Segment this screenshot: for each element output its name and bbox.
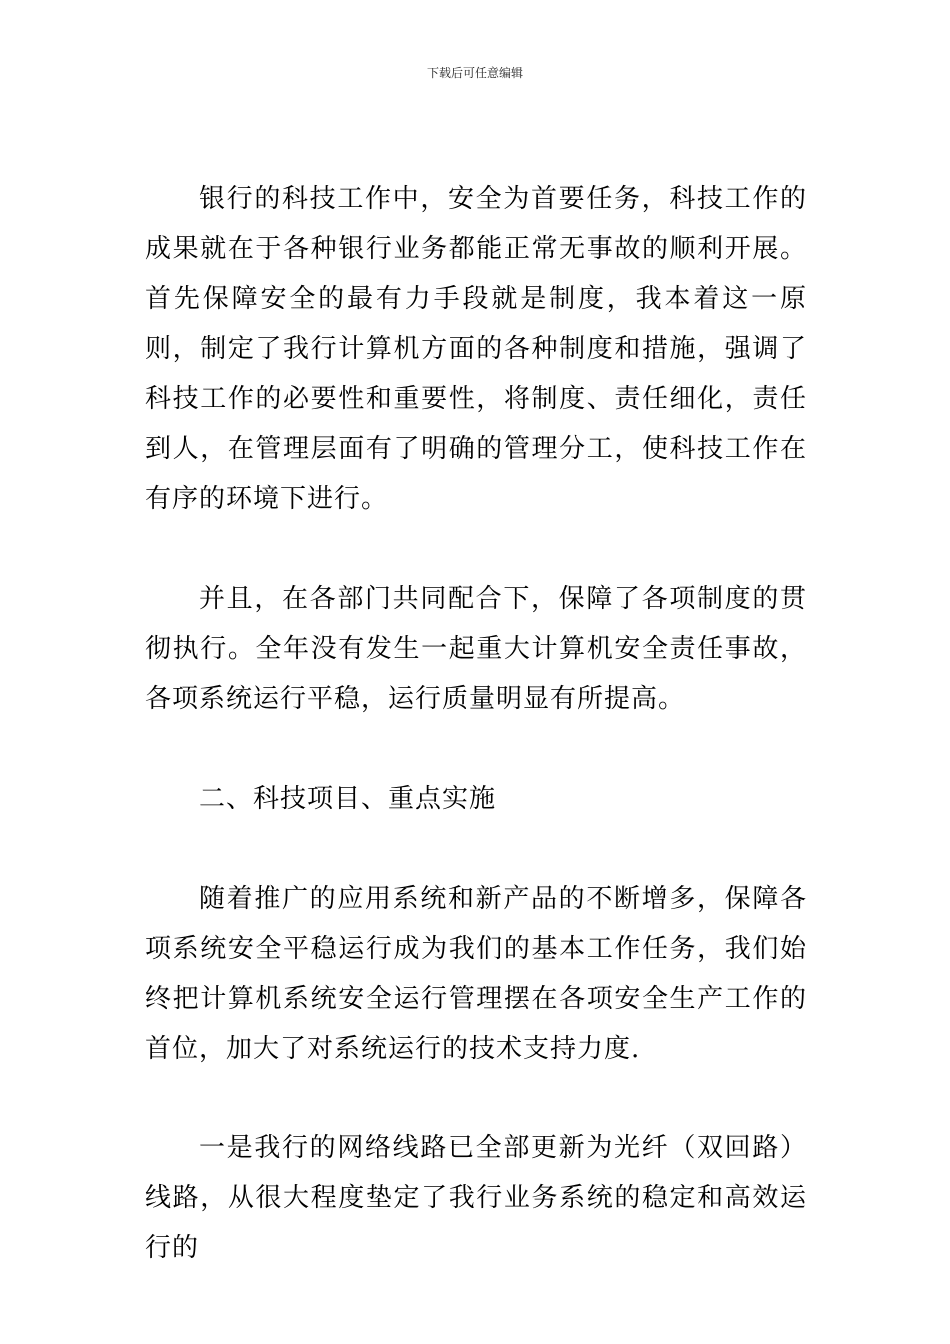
paragraph-system-growth: 随着推广的应用系统和新产品的不断增多，保障各项系统安全平稳运行成为我们的基本工作任务，我们始终把计算机系统安全运行管理摆在各项安全生产工作的首位，加大了对系统运行的技术支持力度.: [145, 884, 807, 1064]
paragraph-security-work: 银行的科技工作中，安全为首要任务，科技工作的成果就在于各种银行业务都能正常无事故的顺利开展。首先保障安全的最有力手段就是制度，我本着这一原则，制定了我行计算机方面的各种制度和措施，强调了科技工作的必要性和重要性，将制度、责任细化，责任到人，在管理层面有了明确的管理分工，使科技工作在有序的环境下进行。: [145, 184, 807, 514]
section-heading-tech-projects: 二、科技项目、重点实施: [199, 784, 497, 814]
paragraph-cooperation: 并且，在各部门共同配合下，保障了各项制度的贯彻执行。全年没有发生一起重大计算机安全责任事故，各项系统运行平稳，运行质量明显有所提高。: [145, 584, 807, 714]
paragraph-network-lines: 一是我行的网络线路已全部更新为光纤（双回路）线路，从很大程度垫定了我行业务系统的稳定和高效运行的: [145, 1133, 807, 1263]
page-header: 下载后可任意编辑: [426, 66, 523, 80]
